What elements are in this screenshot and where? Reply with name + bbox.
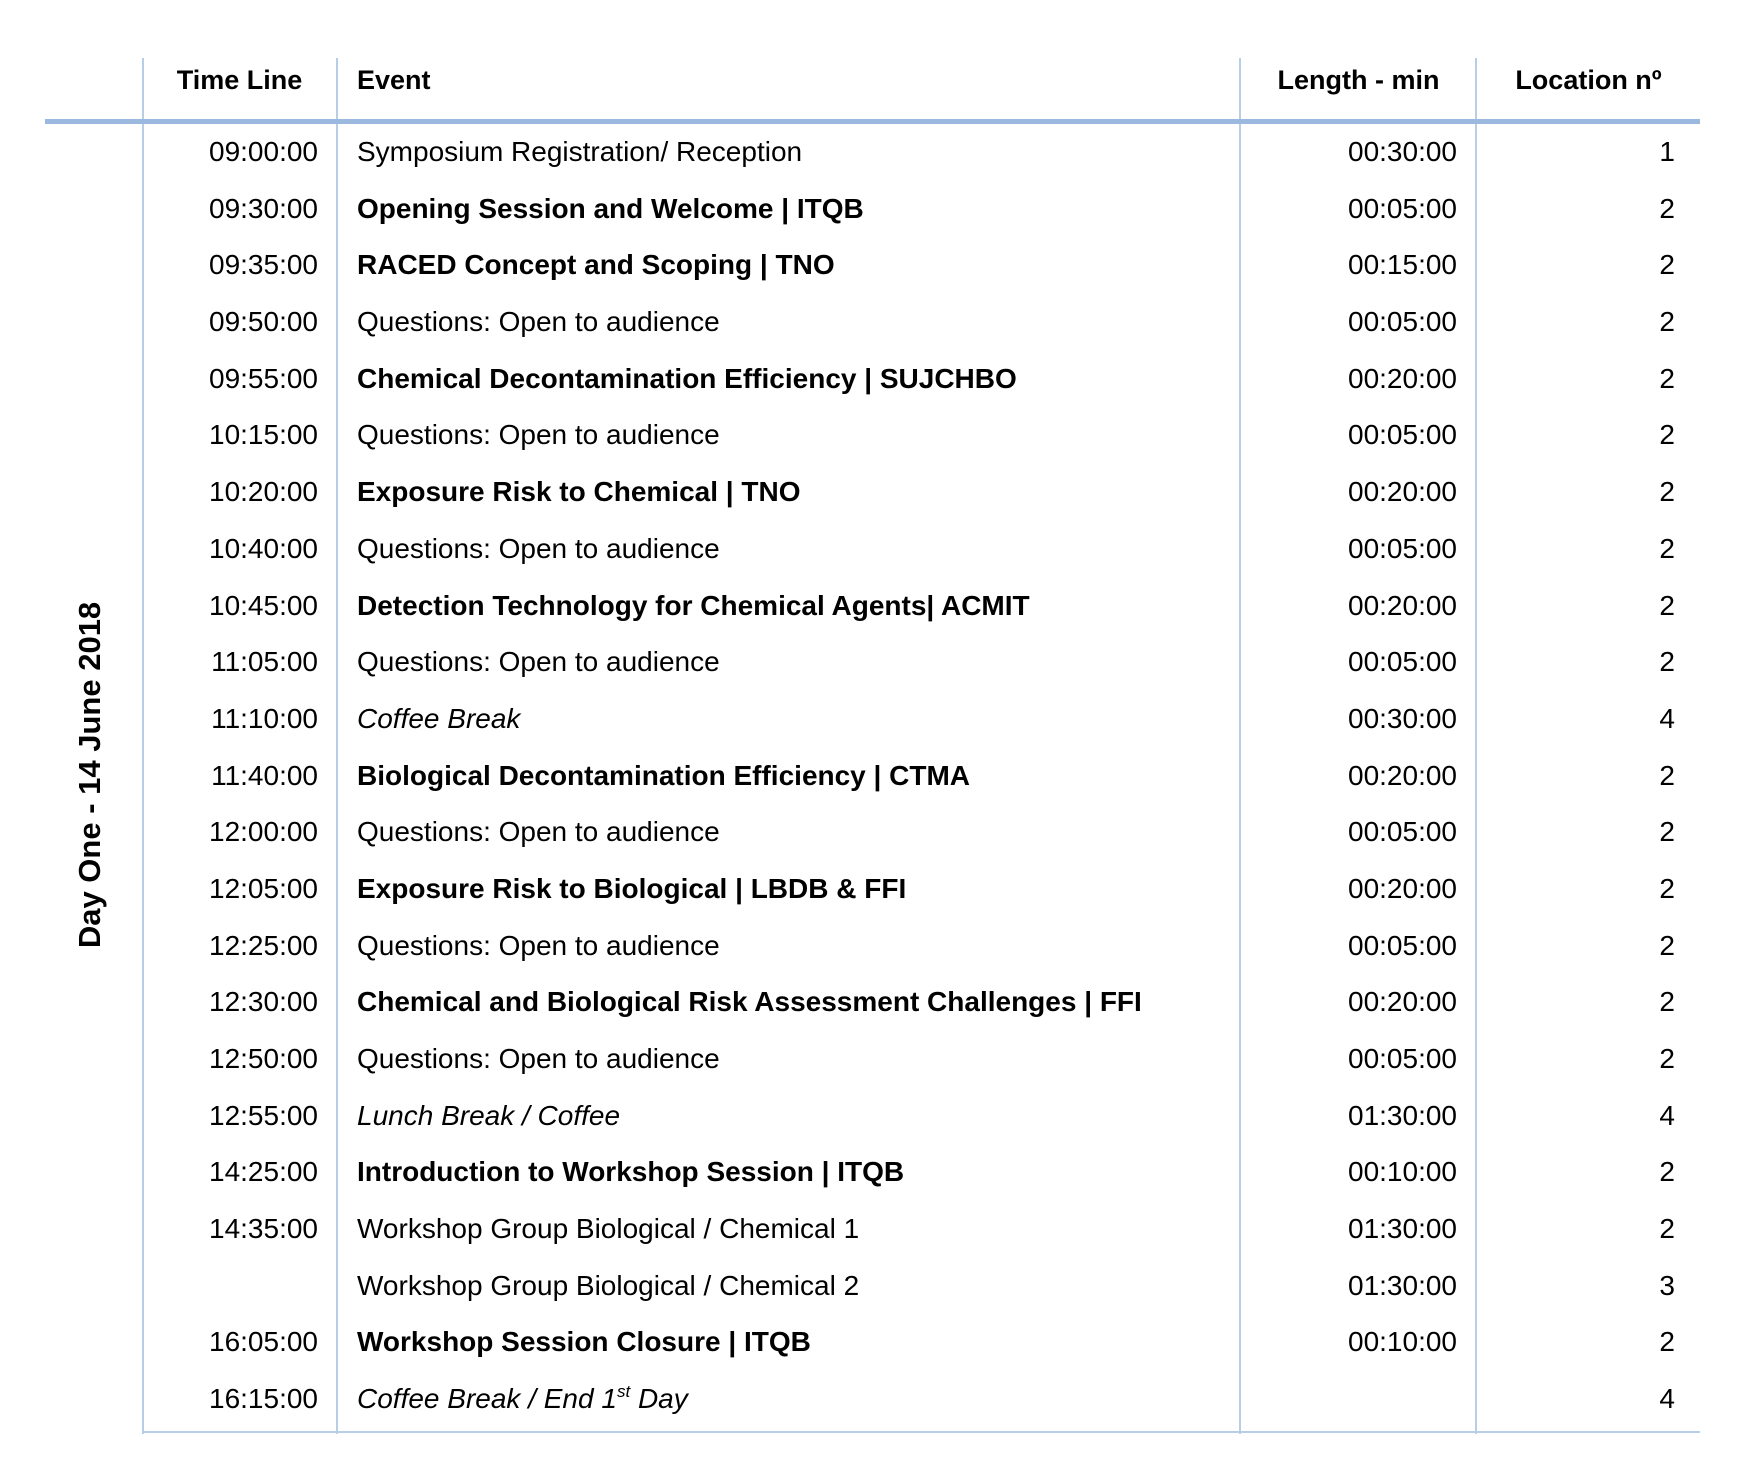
row-length: 00:20:00 bbox=[1348, 362, 1457, 394]
row-event: Workshop Session Closure | ITQB bbox=[357, 1326, 811, 1358]
row-length: 01:30:00 bbox=[1348, 1269, 1457, 1301]
row-time: 12:25:00 bbox=[209, 929, 318, 961]
table-row bbox=[0, 1144, 1748, 1201]
row-length: 00:05:00 bbox=[1348, 532, 1457, 564]
table-row bbox=[0, 407, 1748, 464]
row-length: 00:10:00 bbox=[1348, 1156, 1457, 1188]
row-event: Chemical and Biological Risk Assessment Challenges | FFI bbox=[357, 986, 1142, 1018]
table-row bbox=[0, 634, 1748, 691]
row-time: 09:50:00 bbox=[209, 306, 318, 338]
row-length bbox=[1240, 1371, 1457, 1428]
row-length: 00:20:00 bbox=[1348, 476, 1457, 508]
row-time: 09:35:00 bbox=[209, 249, 318, 281]
row-event: Coffee Break bbox=[357, 702, 521, 734]
row-length: 00:30:00 bbox=[1348, 702, 1457, 734]
row-event: Workshop Group Biological / Chemical 1 bbox=[357, 1213, 860, 1245]
row-location: 2 bbox=[1659, 362, 1675, 394]
row-location: 2 bbox=[1659, 476, 1675, 508]
row-length: 00:05:00 bbox=[1348, 929, 1457, 961]
row-event: Questions: Open to audience bbox=[357, 646, 720, 678]
row-event: Biological Decontamination Efficiency | CTMA bbox=[357, 759, 971, 791]
row-event: Questions: Open to audience bbox=[357, 532, 720, 564]
row-location: 2 bbox=[1659, 1156, 1675, 1188]
table-row bbox=[0, 974, 1748, 1031]
table-row bbox=[0, 294, 1748, 351]
row-event: Questions: Open to audience bbox=[357, 419, 720, 451]
table-row bbox=[0, 1258, 1748, 1315]
row-location: 4 bbox=[1659, 1383, 1675, 1415]
row-length: 01:30:00 bbox=[1348, 1099, 1457, 1131]
table-row bbox=[0, 1201, 1748, 1258]
table-row bbox=[0, 578, 1748, 635]
row-event: Exposure Risk to Chemical | TNO bbox=[357, 476, 801, 508]
row-length: 00:05:00 bbox=[1348, 816, 1457, 848]
row-event: Questions: Open to audience bbox=[357, 306, 720, 338]
row-location: 4 bbox=[1659, 702, 1675, 734]
row-length: 00:05:00 bbox=[1348, 1043, 1457, 1074]
row-time: 10:40:00 bbox=[209, 532, 318, 564]
row-event: Chemical Decontamination Efficiency | SUJCHBO bbox=[357, 362, 1017, 394]
row-location: 2 bbox=[1659, 1326, 1675, 1358]
row-event-text: Coffee Break / End 1 bbox=[357, 1383, 617, 1415]
row-location: 2 bbox=[1659, 646, 1675, 678]
row-event: Symposium Registration/ Reception bbox=[357, 136, 803, 167]
row-event: Questions: Open to audience bbox=[357, 1043, 720, 1074]
row-time: 10:20:00 bbox=[209, 476, 318, 508]
table-row bbox=[0, 237, 1748, 294]
table-row bbox=[0, 124, 1748, 181]
row-location: 2 bbox=[1659, 759, 1675, 791]
row-location: 1 bbox=[1659, 136, 1675, 167]
day-label: Day One - 14 June 2018 bbox=[72, 601, 107, 949]
table-row bbox=[0, 918, 1748, 975]
row-time: 09:30:00 bbox=[209, 192, 318, 224]
row-length: 00:20:00 bbox=[1348, 872, 1457, 904]
row-event bbox=[357, 1371, 688, 1428]
row-length: 00:30:00 bbox=[1348, 136, 1457, 167]
row-location: 2 bbox=[1659, 589, 1675, 621]
row-length: 00:15:00 bbox=[1348, 249, 1457, 281]
row-location: 2 bbox=[1659, 929, 1675, 961]
row-event: RACED Concept and Scoping | TNO bbox=[357, 249, 835, 281]
schedule-rows bbox=[0, 124, 1748, 1428]
table-row bbox=[0, 351, 1748, 408]
row-event-superscript: st bbox=[616, 1382, 631, 1402]
row-location: 3 bbox=[1659, 1269, 1675, 1301]
row-location: 2 bbox=[1659, 1043, 1675, 1074]
row-location: 2 bbox=[1659, 306, 1675, 338]
row-time: 11:10:00 bbox=[211, 702, 318, 734]
row-time: 14:25:00 bbox=[209, 1156, 318, 1188]
row-length: 00:20:00 bbox=[1348, 986, 1457, 1018]
table-row bbox=[0, 181, 1748, 238]
row-time: 09:00:00 bbox=[209, 136, 318, 167]
row-time bbox=[142, 1258, 318, 1315]
row-length: 00:05:00 bbox=[1348, 192, 1457, 224]
row-event: Exposure Risk to Biological | LBDB & FFI bbox=[357, 872, 907, 904]
row-time: 12:30:00 bbox=[209, 986, 318, 1018]
row-location: 2 bbox=[1659, 816, 1675, 848]
row-location: 4 bbox=[1659, 1099, 1675, 1131]
row-length: 00:20:00 bbox=[1348, 589, 1457, 621]
row-event-suffix: Day bbox=[630, 1383, 688, 1415]
table-row bbox=[0, 748, 1748, 805]
row-event: Questions: Open to audience bbox=[357, 929, 720, 961]
row-time: 12:05:00 bbox=[209, 872, 318, 904]
row-event: Introduction to Workshop Session | ITQB bbox=[357, 1156, 905, 1188]
row-time: 09:55:00 bbox=[209, 362, 318, 394]
row-event: Workshop Group Biological / Chemical 2 bbox=[357, 1269, 860, 1301]
row-event: Detection Technology for Chemical Agents| ACMIT bbox=[357, 589, 1030, 621]
row-time: 10:45:00 bbox=[209, 589, 318, 621]
row-length: 01:30:00 bbox=[1348, 1213, 1457, 1245]
row-length: 00:20:00 bbox=[1348, 759, 1457, 791]
row-time: 10:15:00 bbox=[209, 419, 318, 451]
table-row bbox=[0, 861, 1748, 918]
row-location: 2 bbox=[1659, 1213, 1675, 1245]
row-time: 12:50:00 bbox=[209, 1043, 318, 1074]
row-time: 12:00:00 bbox=[209, 816, 318, 848]
header-length: Length - min bbox=[1277, 65, 1440, 95]
row-time: 12:55:00 bbox=[209, 1099, 318, 1131]
row-location: 2 bbox=[1659, 192, 1675, 224]
row-length: 00:05:00 bbox=[1348, 646, 1457, 678]
row-length: 00:05:00 bbox=[1348, 306, 1457, 338]
row-time: 16:05:00 bbox=[209, 1326, 318, 1358]
row-location: 2 bbox=[1659, 532, 1675, 564]
row-location: 2 bbox=[1659, 872, 1675, 904]
row-event: Lunch Break / Coffee bbox=[357, 1099, 621, 1131]
table-row bbox=[0, 691, 1748, 748]
header-location: Location nº bbox=[1515, 65, 1662, 95]
row-length: 00:05:00 bbox=[1348, 419, 1457, 451]
row-length: 00:10:00 bbox=[1348, 1326, 1457, 1358]
header-time-line: Time Line bbox=[176, 65, 303, 95]
row-time: 11:05:00 bbox=[211, 646, 318, 678]
header-event: Event bbox=[357, 65, 431, 95]
table-row bbox=[0, 1031, 1748, 1088]
table-row bbox=[0, 804, 1748, 861]
row-event: Opening Session and Welcome | ITQB bbox=[357, 192, 864, 224]
row-time: 14:35:00 bbox=[209, 1213, 318, 1245]
table-row bbox=[0, 1314, 1748, 1371]
table-row bbox=[0, 464, 1748, 521]
row-time: 16:15:00 bbox=[209, 1383, 318, 1415]
row-event: Questions: Open to audience bbox=[357, 816, 720, 848]
row-location: 2 bbox=[1659, 249, 1675, 281]
row-location: 2 bbox=[1659, 986, 1675, 1018]
row-time: 11:40:00 bbox=[211, 759, 318, 791]
table-row bbox=[0, 1371, 1748, 1428]
row-location: 2 bbox=[1659, 419, 1675, 451]
table-row bbox=[0, 1088, 1748, 1145]
table-bottom-rule bbox=[142, 1431, 1700, 1433]
table-row bbox=[0, 521, 1748, 578]
